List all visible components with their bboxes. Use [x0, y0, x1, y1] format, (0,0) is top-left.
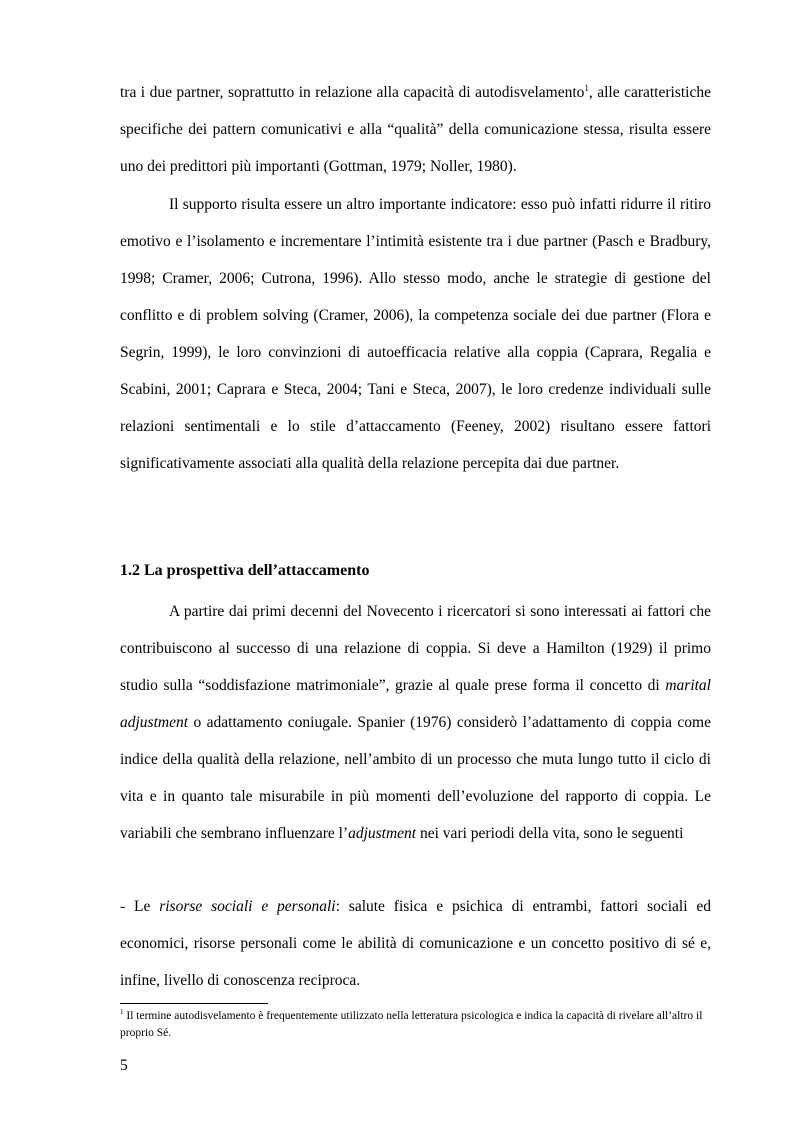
paragraph-3-text-a: A partire dai primi decenni del Novecento i ricercatori si sono interessati ai fattori che contribuiscono al successo di una relazione di coppia. Si deve a Hamilton (1929) il primo studio sulla “soddisfazione matrimoniale”, grazie al quale prese forma il concetto di — [120, 603, 711, 694]
footnote-1 — [120, 1008, 711, 1042]
list-item-risorse — [120, 888, 711, 999]
term-adjustment: adjustment — [348, 825, 417, 842]
list-item-prefix: - Le — [120, 898, 160, 915]
paragraph-1-text-a: tra i due partner, soprattutto in relazione alla capacità di autodisvelamento — [120, 84, 585, 101]
paragraph-1-text-b: , alle caratteristiche specifiche dei pattern comunicativi e alla “qualità” della comunicazione stessa, risulta essere uno dei predittori più importanti (Gottman, 1979; Noller, 1980). — [120, 84, 711, 175]
page-number: 5 — [120, 1057, 128, 1074]
footnote-marker: 1 — [120, 1008, 124, 1017]
term-risorse-sociali: risorse sociali e personali — [159, 898, 336, 915]
section-heading: 1.2 La prospettiva dell’attaccamento — [120, 562, 370, 579]
body-paragraph-1 — [120, 74, 711, 185]
footnote-text: Il termine autodisvelamento è frequentemente utilizzato nella letteratura psicologica e indica la capacità di rivelare all’altro il proprio Sé. — [120, 1010, 703, 1039]
footnote-reference-1[interactable]: 1 — [584, 82, 589, 93]
body-paragraph-3 — [120, 593, 711, 852]
paragraph-3-text-c: nei vari periodi della vita, sono le seguenti — [416, 825, 684, 842]
body-paragraph-2: Il supporto risulta essere un altro importante indicatore: esso può infatti ridurre il ritiro emotivo e l’isolamento e incrementare l’intimità esistente tra i due partner (Pasch e Bradbury, 1998; Cramer, 2006; Cutrona, 1996). Allo stesso modo, anche le strategie di gestione del conflitto e di problem solving (Cramer, 2006), la competenza sociale dei due partner (Flora e Segrin, 1999), le loro convinzioni di autoefficacia relative alla coppia (Caprara, Regalia e Scabini, 2001; Caprara e Steca, 2004; Tani e Steca, 2007), le loro credenze individuali sulle relazioni sentimentali e lo stile d’attaccamento (Feeney, 2002) risultano essere fattori significativamente associati alla qualità della relazione percepita dai due partner. — [120, 196, 711, 472]
paragraph-3-text-b: o adattamento coniugale. Spanier (1976) considerò l’adattamento di coppia come indice della qualità della relazione, nell’ambito di un processo che muta lungo tutto il ciclo di vita e in quanto tale misurabile in più momenti dell’evoluzione del rapporto di coppia. Le variabili che sembrano influenzare l’ — [120, 714, 711, 842]
term-marital-adjustment: marital adjustment — [120, 677, 711, 731]
footnote-separator — [120, 1003, 268, 1004]
list-item-text: : salute fisica e psichica di entrambi, fattori sociali ed economici, risorse personali come le abilità di comunicazione e un concetto positivo di sé e, infine, livello di conoscenza reciproca. — [120, 898, 711, 989]
